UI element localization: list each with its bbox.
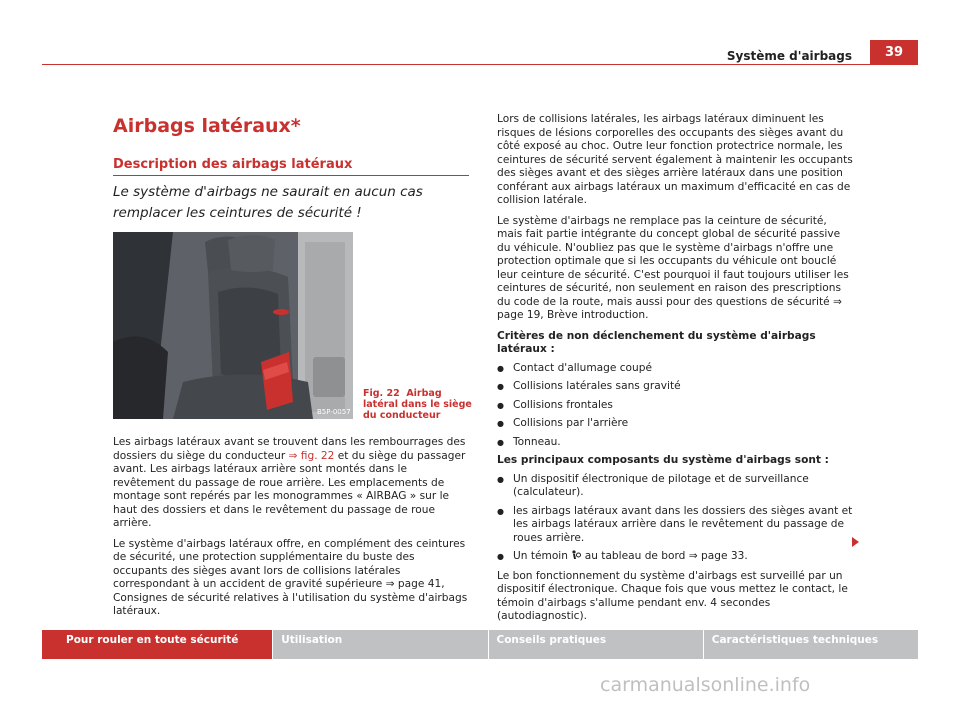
airbag-warning-lamp-icon bbox=[571, 550, 581, 560]
left-paragraph-1 bbox=[113, 436, 469, 531]
header-rule bbox=[42, 64, 918, 65]
watermark: carmanualsonline.info bbox=[600, 674, 811, 696]
list-item: ● Un dispositif électronique de pilotage et de surveillance (calculateur). bbox=[497, 473, 855, 500]
tab-safety[interactable]: Pour rouler en toute sécurité bbox=[42, 630, 272, 659]
right-paragraph-2: Le système d'airbags ne remplace pas la ceinture de sécurité, mais fait partie intégrante du concept global de sécurité passive du véhicule. N'oubliez pas que le système d'airbags n'offre une protection optimale que si les occupants du véhicule ont bouclé leur ceinture de sécurité. C'est pourquoi il faut toujours utiliser les ceintures de sécurité, non seulement en raison des prescriptions du code de la route, mais aussi pour des questions de sécurité ⇒ page 19, Brève introduction. bbox=[497, 214, 849, 321]
list-item: ● Collisions frontales bbox=[497, 399, 855, 413]
criteria-list bbox=[497, 362, 855, 450]
subsection-title: Description des airbags latéraux bbox=[113, 157, 353, 172]
airbag-monogram-marker bbox=[273, 309, 289, 315]
intro-warning: Le système d'airbags ne saurait en aucun cas remplacer les ceintures de sécurité ! bbox=[113, 184, 423, 221]
figure-caption bbox=[363, 388, 473, 421]
continue-arrow-icon bbox=[852, 537, 859, 547]
list-item: ● les airbags latéraux avant dans les dossiers des sièges avant et les airbags latéraux arrière dans le revêtement du passage de roues arrière. bbox=[497, 505, 855, 546]
subsection-rule bbox=[113, 175, 469, 176]
seat-airbag-figure bbox=[113, 232, 353, 419]
list-item: ● Collisions par l'arrière bbox=[497, 417, 855, 431]
figure-caption-text: Airbag latéral dans le siège du conducteur bbox=[363, 388, 472, 421]
text-run: Un témoin bbox=[513, 550, 572, 562]
criteria-heading: Critères de non déclenchement du système d'airbags latéraux : bbox=[497, 329, 816, 355]
section-title: Airbags latéraux* bbox=[113, 115, 301, 137]
left-paragraph-2: Le système d'airbags latéraux offre, en complément des ceintures de sécurité, une protection supplémentaire du buste des occupants des sièges avant lors de collisions latérales correspondant à un accident de gravité supérieure ⇒ page 41, Consignes de sécurité relatives à l'utilisation du système d'airbags latéraux. bbox=[113, 537, 468, 617]
right-column bbox=[497, 113, 855, 624]
list-item: ● Tonneau. bbox=[497, 436, 855, 450]
components-list bbox=[497, 473, 855, 564]
running-header-title: Système d'airbags bbox=[726, 49, 852, 63]
text-run: Les airbags latéraux avant se trouvent dans les rembourrages des dossiers du siège du conducteur bbox=[113, 436, 466, 462]
left-column bbox=[113, 436, 469, 619]
text-run: et du siège du passager avant. Les airbags latéraux arrière sont montés dans le revêtement du passage de roue arrière. Les emplacements de montage sont repérés par les monogrammes « AIRBAG » sur le haut des dossiers et dans le revêtement du passage de roue arrière. bbox=[113, 449, 466, 529]
list-item: ● Collisions latérales sans gravité bbox=[497, 380, 855, 394]
list-item: ● Contact d'allumage coupé bbox=[497, 362, 855, 376]
figure-caption-label: Fig. 22 bbox=[363, 388, 400, 399]
tab-technical-specs[interactable]: Caractéristiques techniques bbox=[703, 630, 918, 659]
components-heading: Les principaux composants du système d'airbags sont : bbox=[497, 454, 829, 466]
seat-illustration bbox=[113, 232, 353, 419]
list-item bbox=[497, 550, 855, 564]
page-number: 39 bbox=[870, 40, 918, 65]
figure-link[interactable]: ⇒ fig. 22 bbox=[288, 449, 335, 462]
figure-code: B5P-0057 bbox=[317, 408, 351, 416]
tab-practical-tips[interactable]: Conseils pratiques bbox=[488, 630, 703, 659]
text-run: au tableau de bord ⇒ page 33. bbox=[581, 550, 748, 562]
right-paragraph-3: Le bon fonctionnement du système d'airbags est surveillé par un dispositif électronique. Chaque fois que vous mettez le contact, le témoin d'airbags s'allume pendant env. 4 secondes (autodiagnostic). bbox=[497, 569, 848, 622]
right-paragraph-1: Lors de collisions latérales, les airbags latéraux diminuent les risques de lésions corporelles des occupants des sièges avant du côté exposé au choc. Outre leur fonction protectrice normale, les ceintures de sécurité servent également à maintenir les occupants des sièges avant et des sièges arrière latéraux dans une position conférant aux airbags latéraux un maximum d'efficacité en cas de collision latérale. bbox=[497, 113, 853, 206]
tab-operation[interactable]: Utilisation bbox=[272, 630, 487, 659]
footer-tab-bar bbox=[42, 630, 918, 659]
